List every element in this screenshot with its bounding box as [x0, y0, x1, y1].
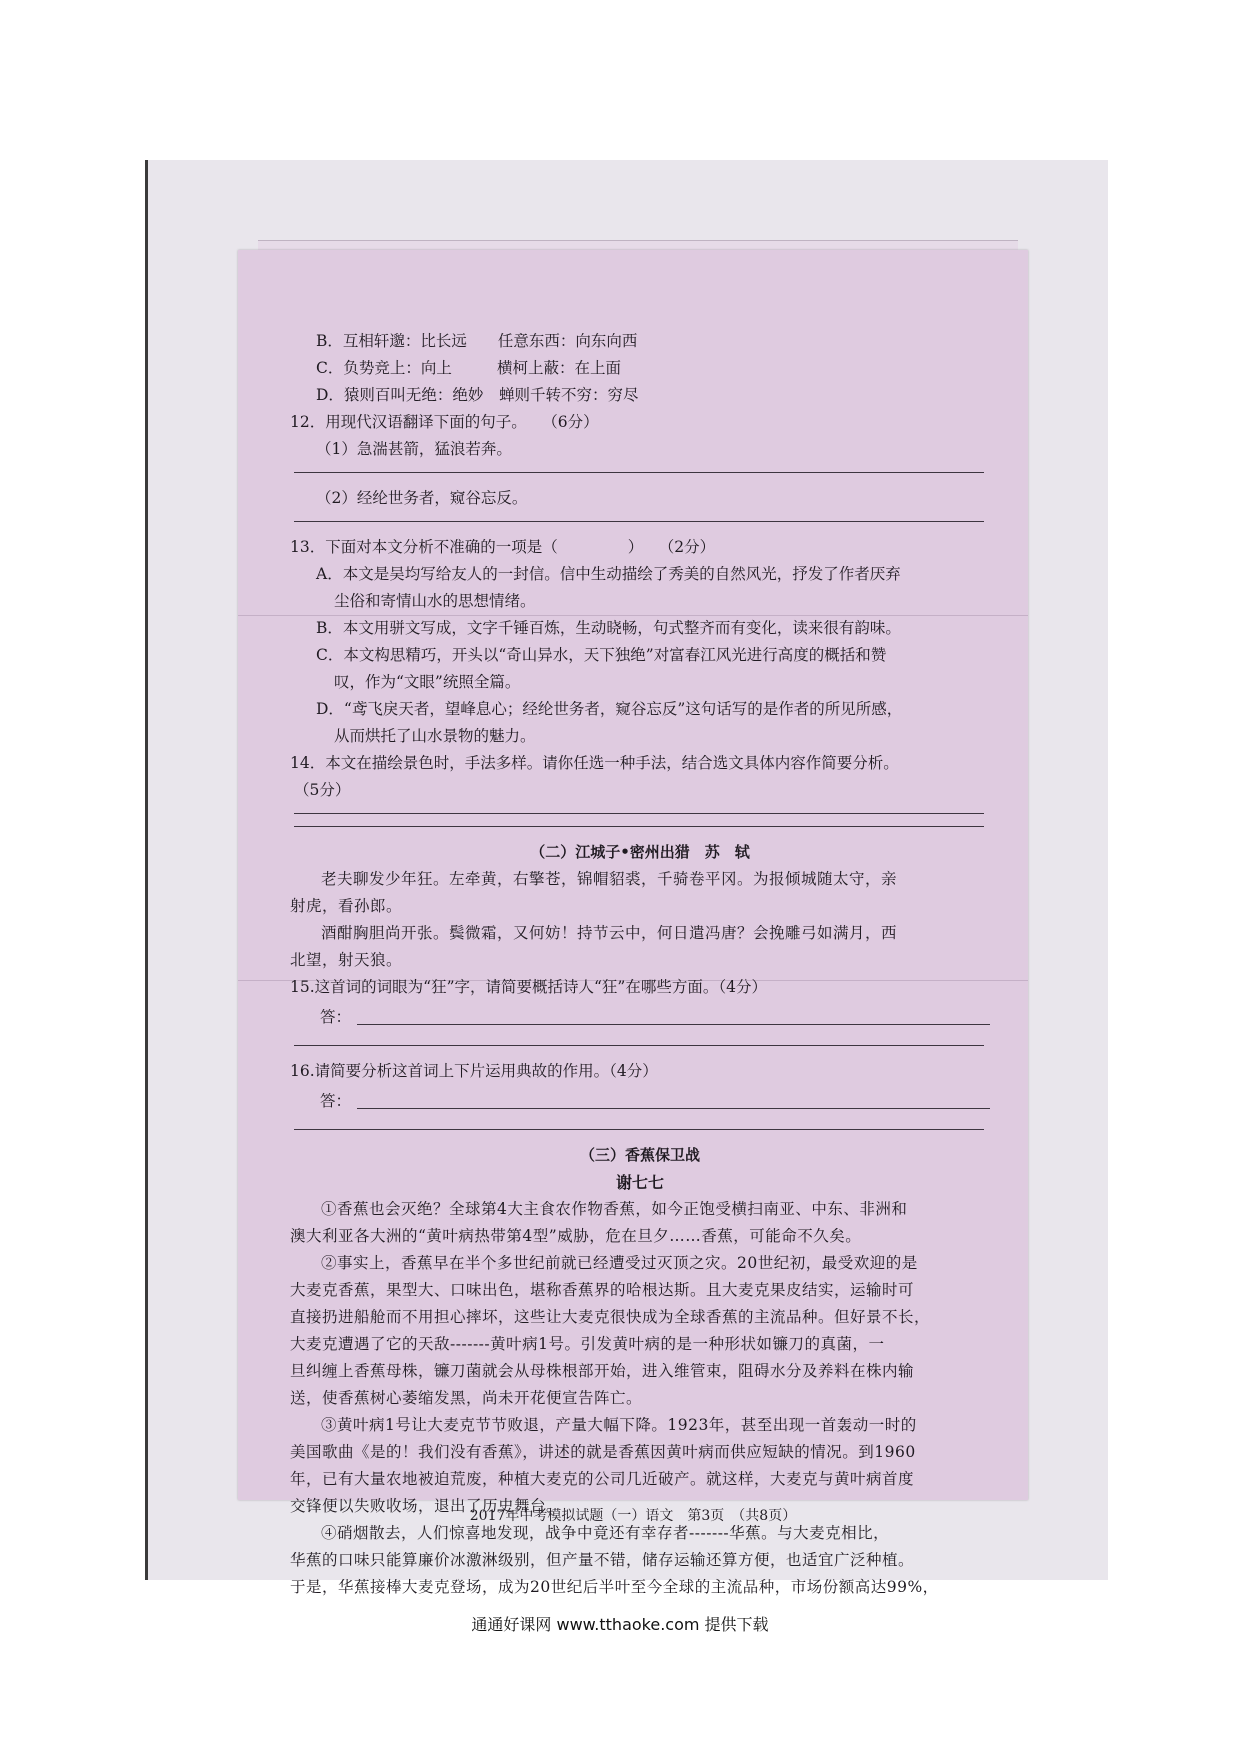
page-footer: 2017年中考模拟试题（一）语文 第3页 （共8页）	[469, 1508, 797, 1524]
answer-line[interactable]	[294, 813, 984, 814]
poem-line: 酒酣胸胆尚开张。鬓微霜，又何妨！持节云中，何日遣冯唐？会挽雕弓如满月，西	[321, 924, 898, 942]
article-line: 澳大利亚各大洲的“黄叶病热带第4型”威胁，危在旦夕……香蕉，可能命不久矣。	[290, 1227, 862, 1245]
poem-line: 老夫聊发少年狂。左牵黄，右擎苍，锦帽貂裘，千骑卷平冈。为报倾城随太守，亲	[321, 870, 898, 888]
answer-line[interactable]	[294, 472, 984, 473]
download-caption: 通通好课网 www.tthaoke.com 提供下载	[471, 1615, 769, 1634]
q15-answer-row[interactable]	[290, 1001, 990, 1031]
article-line: 送，使香蕉树心萎缩发黑，尚未开花便宣告阵亡。	[290, 1389, 643, 1407]
q13-stem: 13．下面对本文分析不准确的一项是（ ） （2分）	[290, 538, 716, 556]
q13-option-c: C．本文构思精巧，开头以“奇山异水，天下独绝”对富春江风光进行高度的概括和赞	[316, 646, 887, 664]
article-line: 华蕉的口味只能算廉价冰激淋级别，但产量不错，储存运输还算方便，也适宜广泛种植。	[290, 1551, 915, 1569]
article-line: 于是，华蕉接棒大麦克登场，成为20世纪后半叶至今全球的主流品种，市场份额高达99%，	[290, 1578, 939, 1596]
answer-line[interactable]	[357, 1108, 990, 1109]
q12-sentence-1: （1）急湍甚箭，猛浪若奔。	[316, 440, 512, 458]
q14-stem: 14．本文在描绘景色时，手法多样。请你任选一种手法，结合选文具体内容作简要分析。	[290, 754, 899, 772]
article-line: 年，已有大量农地被迫荒废，种植大麦克的公司几近破产。就这样，大麦克与黄叶病首度	[290, 1470, 915, 1488]
article-line: ③黄叶病1号让大麦克节节败退，产量大幅下降。1923年，甚至出现一首轰动一时的	[321, 1416, 917, 1434]
article-line: ①香蕉也会灭绝？全球第4大主食农作物香蕉，如今正饱受横扫南亚、中东、非洲和	[321, 1200, 908, 1218]
q13-option-a-cont: 尘俗和寄情山水的思想情绪。	[334, 592, 536, 610]
article-author: 谢七七	[615, 1173, 664, 1192]
answer-line[interactable]	[357, 1024, 990, 1025]
q11-option-d: D．猿则百叫无绝：绝妙 蝉则千转不穷：穷尽	[316, 386, 639, 404]
exam-page	[238, 250, 1028, 1596]
article-line: 交锋便以失败收场，退出了历史舞台。	[290, 1497, 563, 1515]
page-content	[290, 328, 990, 1601]
q16-stem: 16.请简要分析这首词上下片运用典故的作用。（4分）	[290, 1062, 658, 1080]
article-line: 旦纠缠上香蕉母株，镰刀菌就会从母株根部开始，进入维管束，阻碍水分及养料在株内输	[290, 1362, 915, 1380]
q12-sentence-2: （2）经纶世务者，窥谷忘反。	[316, 489, 528, 507]
q13-option-a: A．本文是吴均写给友人的一封信。信中生动描绘了秀美的自然风光，抒发了作者厌弃	[316, 565, 901, 583]
answer-line[interactable]	[294, 826, 984, 827]
answer-label: 答：	[320, 1008, 352, 1026]
article-title: （三）香蕉保卫战	[579, 1146, 700, 1164]
q15-stem: 15.这首词的词眼为“狂”字，请简要概括诗人“狂”在哪些方面。（4分）	[290, 978, 767, 996]
answer-label: 答：	[320, 1092, 352, 1110]
poem-title: （二）江城子•密州出猎 苏 轼	[530, 843, 750, 861]
q12-stem: 12．用现代汉语翻译下面的句子。 （6分）	[290, 413, 599, 431]
q13-option-c-cont: 叹，作为“文眼”统照全篇。	[334, 673, 521, 691]
answer-line[interactable]	[294, 1045, 984, 1046]
q11-option-b: B．互相轩邈：比长远 任意东西：向东向西	[316, 332, 638, 350]
q13-option-d: D．“鸢飞戾天者，望峰息心；经纶世务者，窥谷忘反”这句话写的是作者的所见所感，	[316, 700, 903, 718]
poem-line: 北望，射天狼。	[290, 951, 403, 969]
q13-option-d-cont: 从而烘托了山水景物的魅力。	[334, 727, 536, 745]
answer-line[interactable]	[294, 521, 984, 522]
q11-option-c: C．负势竞上：向上 横柯上蔽：在上面	[316, 359, 622, 377]
scan-left-edge	[145, 160, 148, 1580]
article-line: 直接扔进船舱而不用担心摔坏，这些让大麦克很快成为全球香蕉的主流品种。但好景不长，	[290, 1308, 931, 1326]
article-line: 大麦克香蕉，果型大、口味出色，堪称香蕉界的哈根达斯。且大麦克果皮结实，运输时可	[290, 1281, 915, 1299]
answer-line[interactable]	[294, 1129, 984, 1130]
q13-option-b: B．本文用骈文写成，文字千锤百炼，生动晓畅，句式整齐而有变化，读来很有韵味。	[316, 619, 901, 637]
q14-score: （5分）	[294, 781, 351, 799]
poem-line: 射虎，看孙郎。	[290, 897, 403, 915]
article-line: ④硝烟散去，人们惊喜地发现，战争中竟还有幸存者-------华蕉。与大麦克相比，	[321, 1524, 890, 1542]
article-line: 美国歌曲《是的！我们没有香蕉》，讲述的就是香蕉因黄叶病而供应短缺的情况。到1960	[290, 1443, 916, 1461]
article-line: ②事实上，香蕉早在半个多世纪前就已经遭受过灭顶之灾。20世纪初，最受欢迎的是	[321, 1254, 918, 1272]
q16-answer-row[interactable]	[290, 1085, 990, 1115]
article-line: 大麦克遭遇了它的天敌-------黄叶病1号。引发黄叶病的是一种形状如镰刀的真菌，一	[290, 1335, 885, 1353]
